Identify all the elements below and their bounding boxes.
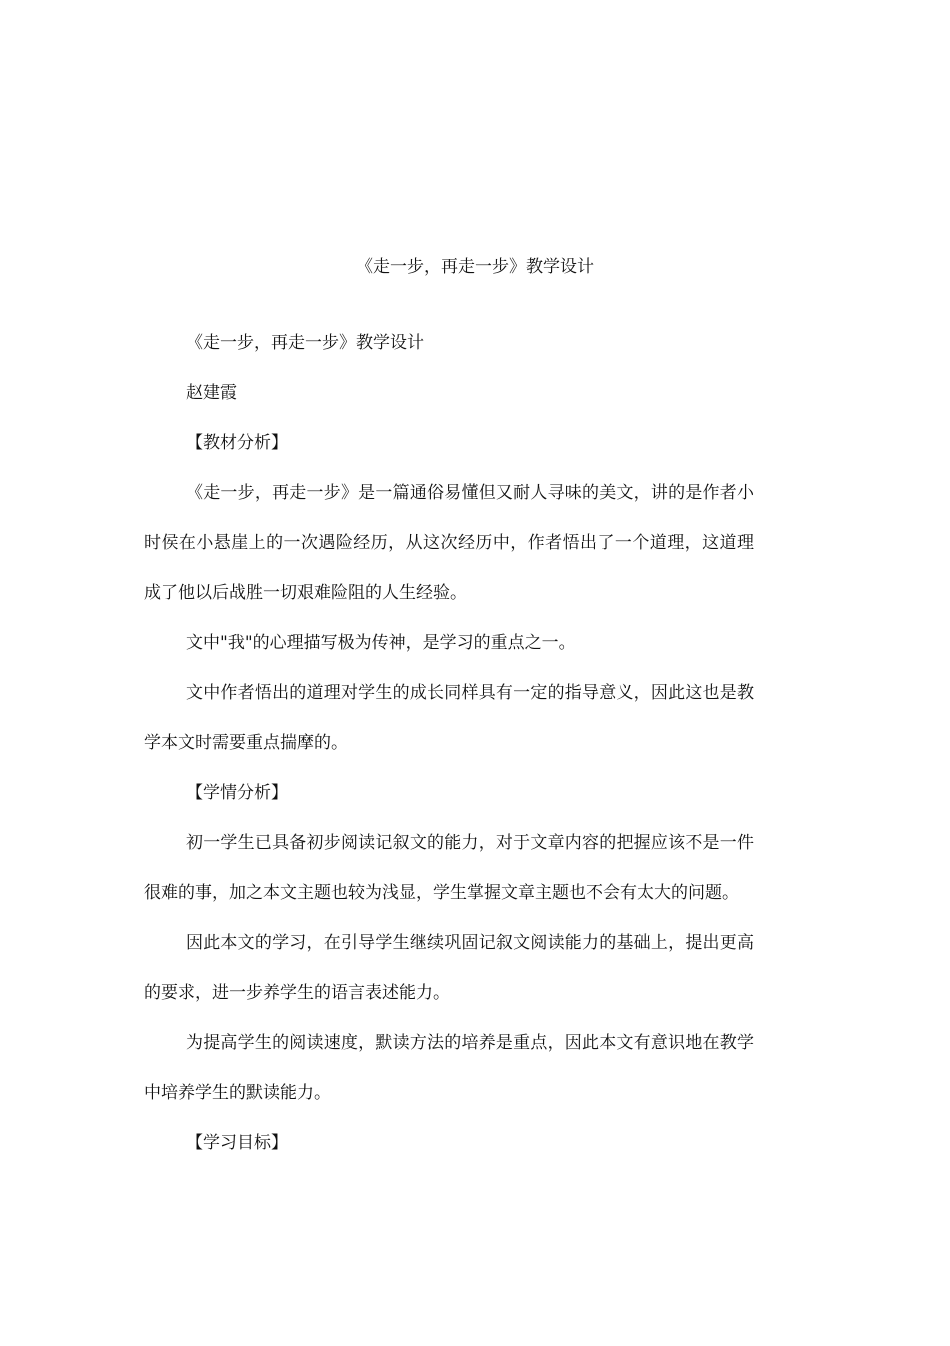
paragraph-author: 赵建霞 (186, 383, 237, 403)
document-body (144, 318, 754, 1168)
paragraph-guidance: 文中作者悟出的道理对学生的成长同样具有一定的指导意义，因此这也是教学本文时需要重点揣摩的。 (144, 683, 754, 753)
paragraph-learning-approach: 因此本文的学习，在引导学生继续巩固记叙文阅读能力的基础上，提出更高的要求，进一步养学生的语言表述能力。 (144, 933, 754, 1003)
paragraph-silent-reading: 为提高学生的阅读速度，默读方法的培养是重点，因此本文有意识地在教学中培养学生的默读能力。 (144, 1033, 754, 1103)
document-title: 《走一步，再走一步》教学设计 (356, 257, 594, 277)
section-heading-material-analysis: 【教材分析】 (186, 433, 288, 453)
section-heading-student-analysis: 【学情分析】 (186, 783, 288, 803)
paragraph-subtitle: 《走一步，再走一步》教学设计 (186, 333, 424, 353)
section-heading-learning-goals: 【学习目标】 (186, 1133, 288, 1153)
paragraph-student-ability: 初一学生已具备初步阅读记叙文的能力，对于文章内容的把握应该不是一件很难的事，加之本文主题也较为浅显，学生掌握文章主题也不会有太大的问题。 (144, 833, 754, 903)
paragraph-psychology: 文中"我"的心理描写极为传神，是学习的重点之一。 (186, 633, 576, 653)
paragraph-material-analysis: 《走一步，再走一步》是一篇通俗易懂但又耐人寻味的美文，讲的是作者小时侯在小悬崖上的一次遇险经历，从这次经历中，作者悟出了一个道理，这道理成了他以后战胜一切艰难险阻的人生经验。 (144, 483, 754, 603)
